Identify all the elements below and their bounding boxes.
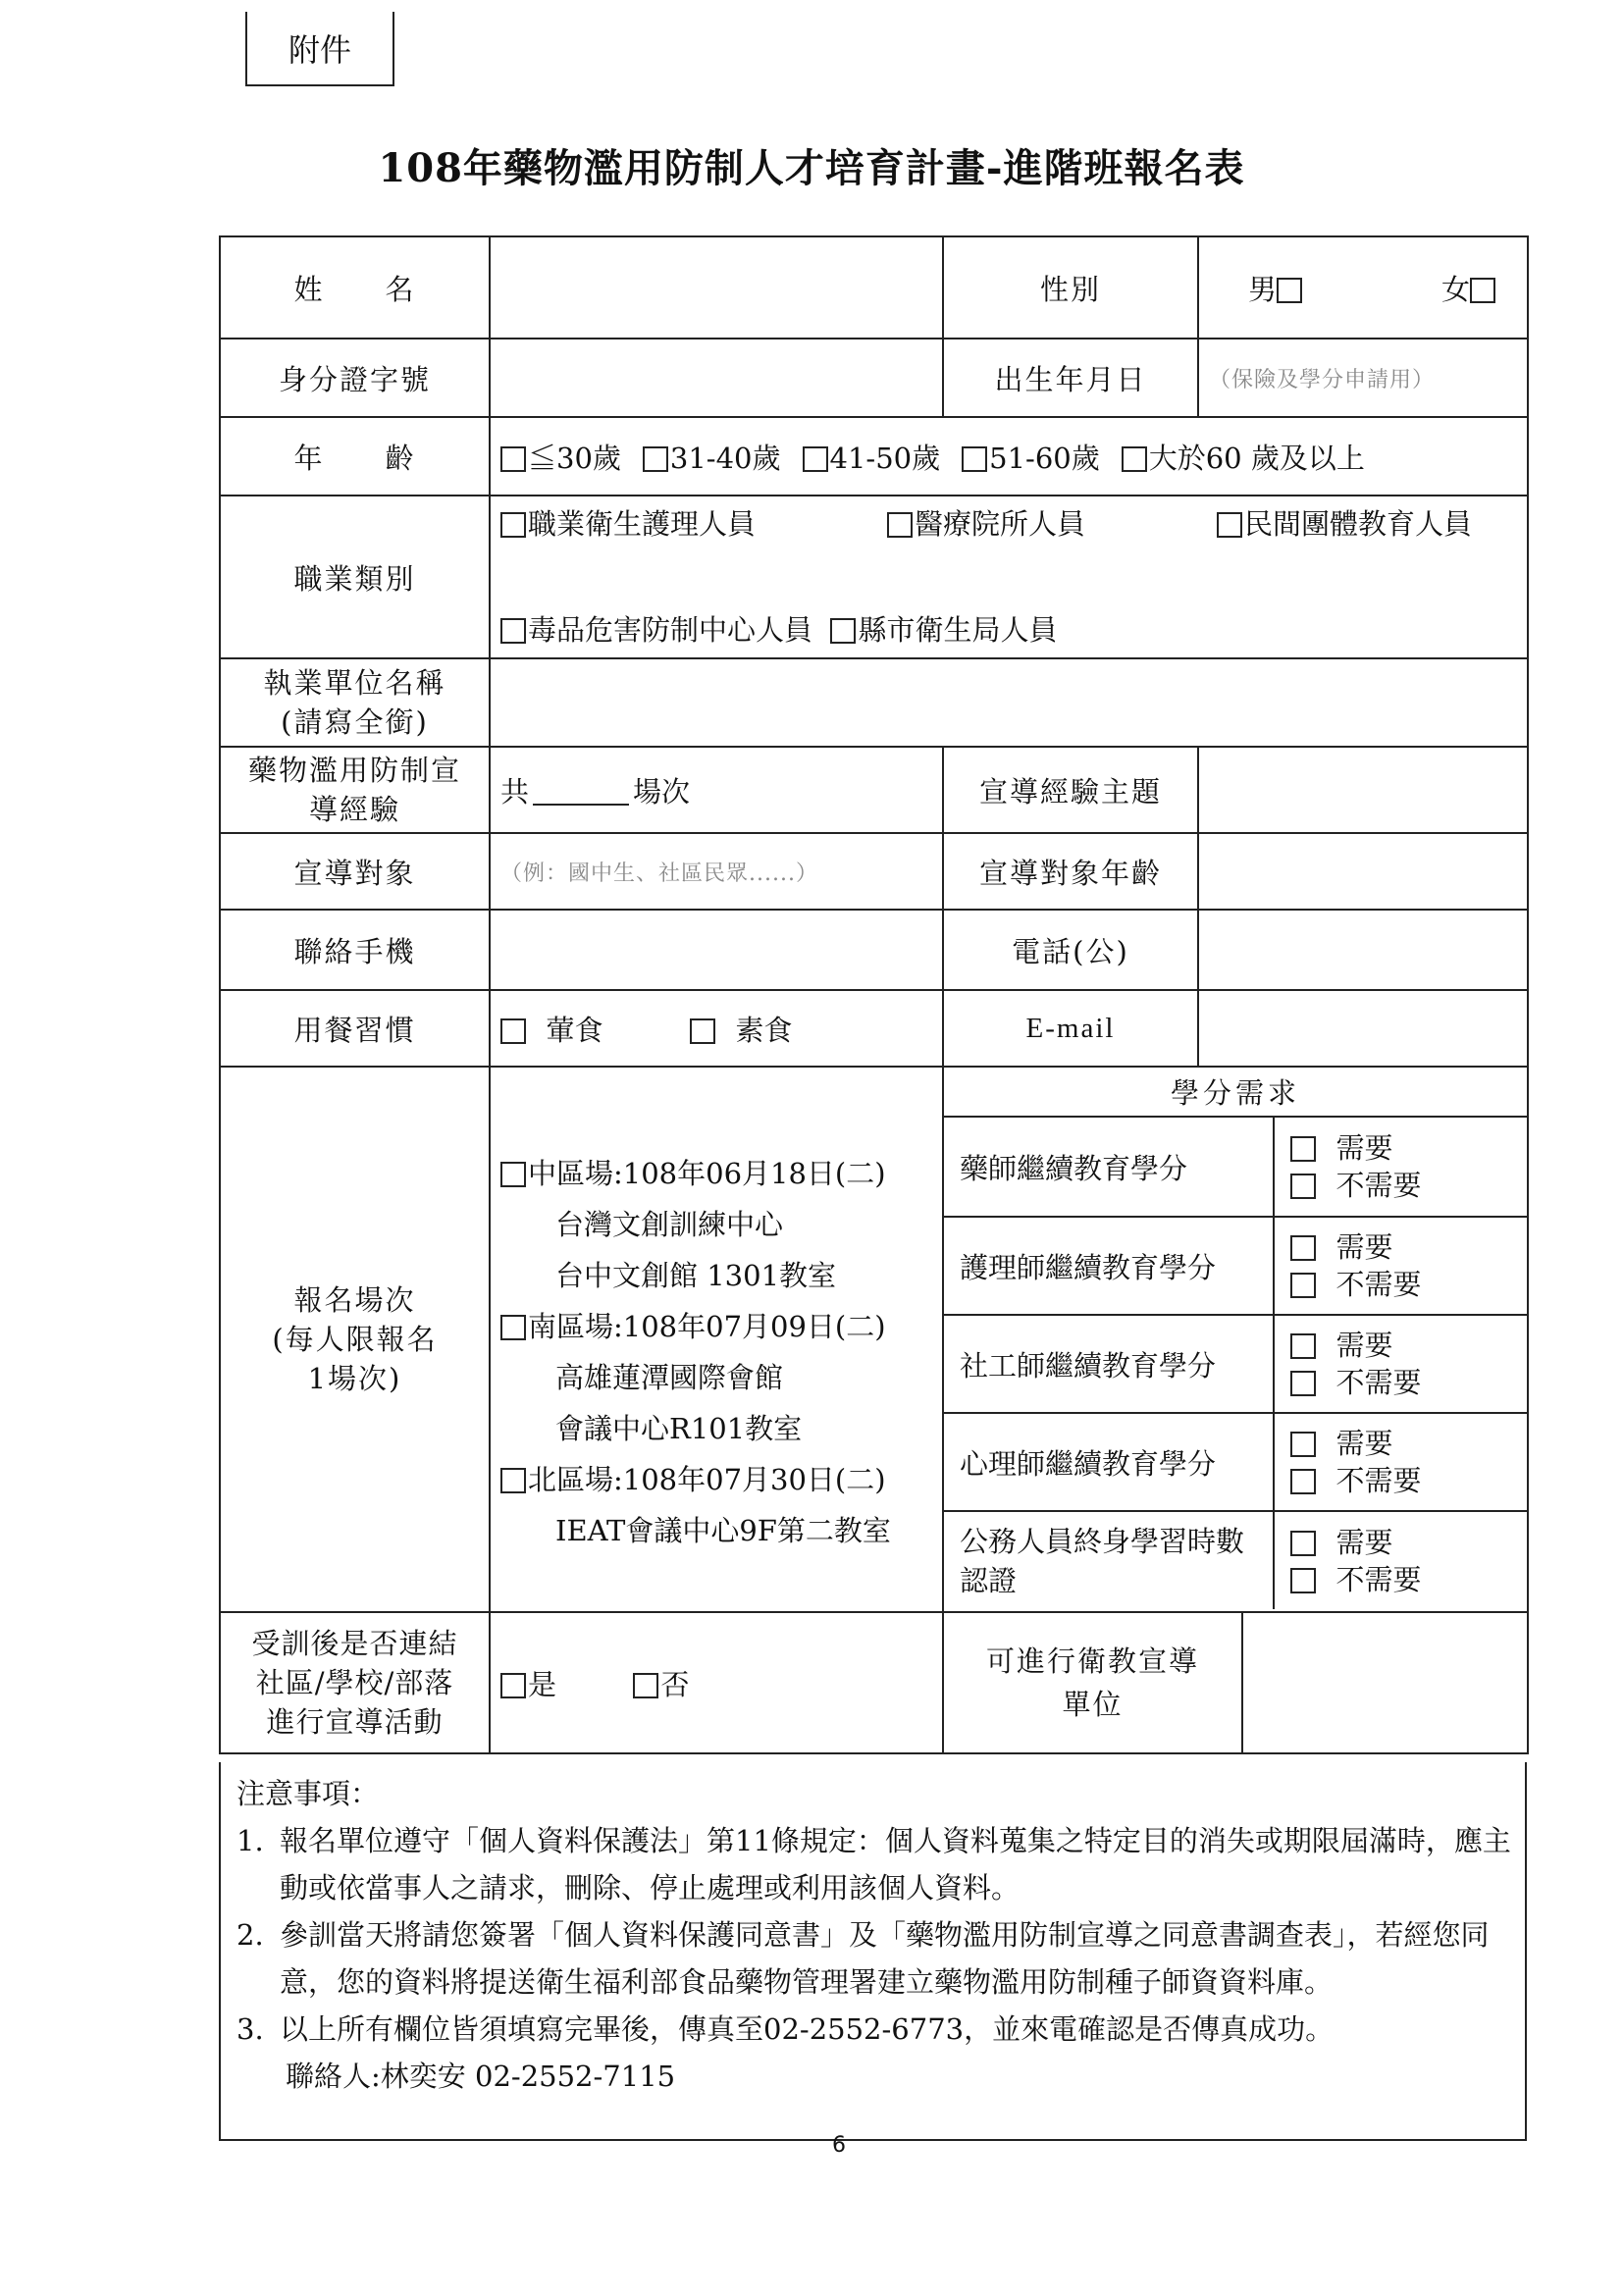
link-label [220, 1612, 490, 1753]
occupation-option: 毒品危害防制中心人員 [528, 613, 813, 647]
credit-table [944, 1068, 1527, 1609]
no-need-label: 不需要 [1335, 1268, 1422, 1301]
occupation-checkbox[interactable] [1217, 512, 1242, 538]
experience-label-l2: 導經驗 [308, 793, 400, 826]
meal-veg-checkbox[interactable] [690, 1018, 715, 1044]
yes-checkbox[interactable] [500, 1673, 526, 1698]
occupation-option: 縣市衛生局人員 [858, 613, 1058, 647]
credit-type: 心理師繼續教育學分 [944, 1413, 1274, 1511]
female-checkbox[interactable] [1470, 278, 1495, 303]
occupation-checkbox[interactable] [500, 512, 526, 538]
link-options [490, 1612, 943, 1753]
target-label: 宣導對象 [220, 833, 490, 910]
no-need-label: 不需要 [1335, 1366, 1422, 1399]
credit-type: 公務人員終身學習時數認證 [944, 1511, 1274, 1609]
age-options [490, 417, 1528, 496]
occupation-label: 職業類別 [220, 496, 490, 658]
exp-suffix: 場次 [633, 774, 691, 809]
phone-label: 電話(公) [943, 910, 1198, 990]
session-options [490, 1067, 943, 1612]
session-location: IEAT會議中心9F第二教室 [555, 1514, 891, 1547]
occupation-checkbox[interactable] [830, 618, 856, 644]
age-option: 41-50歲 [829, 441, 941, 475]
credit-section [943, 1067, 1528, 1612]
age-checkbox[interactable] [962, 446, 987, 472]
session-label-l1: 報名場次 [293, 1283, 416, 1317]
exp-count-field[interactable] [533, 778, 629, 806]
note-number: 2. [236, 1918, 264, 1952]
link-label-l2: 社區/學校/部落 [255, 1666, 454, 1699]
age-option: 51-60歲 [989, 441, 1100, 475]
session-location: 台中文創館 1301教室 [555, 1259, 837, 1292]
experience-label-l1: 藥物濫用防制宣 [247, 754, 461, 787]
email-field[interactable] [1198, 990, 1528, 1067]
need-checkbox[interactable] [1290, 1136, 1316, 1162]
credit-choice [1274, 1413, 1527, 1511]
unit-label-l1: 可進行衛教宣導 [985, 1644, 1199, 1678]
session-title: 中區場:108年06月18日(二) [528, 1157, 886, 1190]
meal-options [490, 990, 943, 1067]
name-field[interactable] [490, 236, 943, 339]
occupation-checkbox[interactable] [887, 512, 913, 538]
credit-type: 護理師繼續教育學分 [944, 1217, 1274, 1315]
age-option: 大於60 歲及以上 [1148, 441, 1365, 475]
name-label: 姓 名 [220, 236, 490, 339]
email-label: E-mail [943, 990, 1198, 1067]
need-checkbox[interactable] [1290, 1235, 1316, 1261]
no-need-checkbox[interactable] [1290, 1273, 1316, 1298]
note-text: 報名單位遵守「個人資料保護法」第11條規定：個人資料蒐集之特定目的消失或期限屆滿時，應主動或依當事人之請求，刪除、停止處理或利用該個人資料。 [280, 1824, 1511, 1905]
mobile-label: 聯絡手機 [220, 910, 490, 990]
meal-meat-label: 葷食 [546, 1013, 603, 1047]
note-number: 3. [236, 2012, 264, 2046]
age-checkbox[interactable] [1122, 446, 1147, 472]
age-option: ≦30歲 [528, 441, 621, 475]
credit-type: 社工師繼續教育學分 [944, 1315, 1274, 1413]
session-label-l3: 1場次) [307, 1362, 402, 1395]
birth-field[interactable]: （保險及學分申請用） [1198, 339, 1528, 417]
age-label: 年 齡 [220, 417, 490, 496]
session-label [220, 1067, 490, 1612]
need-checkbox[interactable] [1290, 1531, 1316, 1556]
age-checkbox[interactable] [803, 446, 828, 472]
gender-label: 性別 [943, 236, 1198, 339]
session-title: 南區場:108年07月09日(二) [528, 1310, 886, 1343]
session-location: 高雄蓮潭國際會館 [555, 1361, 784, 1394]
credit-header: 學分需求 [944, 1068, 1527, 1117]
session-checkbox[interactable] [500, 1315, 526, 1340]
no-need-checkbox[interactable] [1290, 1568, 1316, 1593]
credit-type: 藥師繼續教育學分 [944, 1117, 1274, 1217]
no-checkbox[interactable] [633, 1673, 658, 1698]
id-label: 身分證字號 [220, 339, 490, 417]
unit-label-l2: 單位 [1062, 1688, 1124, 1721]
no-need-checkbox[interactable] [1290, 1371, 1316, 1396]
gender-options [1198, 236, 1528, 339]
session-label-l2: (每人限報名 [272, 1323, 438, 1356]
need-label: 需要 [1335, 1329, 1393, 1362]
birth-label: 出生年月日 [943, 339, 1198, 417]
workplace-label [220, 658, 490, 747]
occupation-checkbox[interactable] [500, 618, 526, 644]
contact-info: 聯絡人:林奕安 02-2552-7115 [286, 2060, 676, 2093]
note-item [236, 1817, 1511, 1911]
session-checkbox[interactable] [500, 1468, 526, 1493]
age-option: 31-40歲 [669, 441, 781, 475]
occupation-option: 職業衛生護理人員 [528, 507, 757, 541]
link-label-l3: 進行宣導活動 [266, 1705, 444, 1739]
male-checkbox[interactable] [1277, 278, 1302, 303]
page-number: 6 [832, 2133, 846, 2158]
meal-veg-label: 素食 [735, 1013, 793, 1047]
note-item [236, 2006, 1511, 2053]
notes-heading: 注意事項： [236, 1777, 380, 1810]
note-text: 以上所有欄位皆須填寫完畢後，傳真至02-2552-6773，並來電確認是否傳真成功。 [280, 2012, 1335, 2046]
note-item [236, 1911, 1511, 2006]
need-label: 需要 [1335, 1427, 1393, 1460]
credit-choice [1274, 1217, 1527, 1315]
need-label: 需要 [1335, 1230, 1393, 1264]
need-checkbox[interactable] [1290, 1333, 1316, 1359]
target-age-field[interactable] [1198, 833, 1528, 910]
mobile-field[interactable] [490, 910, 943, 990]
need-label: 需要 [1335, 1131, 1393, 1165]
session-location: 台灣文創訓練中心 [555, 1208, 784, 1241]
workplace-field[interactable] [490, 658, 1528, 747]
workplace-label-text: 執業單位名稱 [263, 666, 446, 700]
occupation-option: 醫療院所人員 [915, 507, 1086, 541]
form-title: 108年藥物濫用防制人才培育計畫-進階班報名表 [378, 145, 1245, 191]
attachment-label: 附件 [245, 12, 394, 86]
credit-choice [1274, 1117, 1527, 1217]
experience-label [220, 747, 490, 833]
meal-meat-checkbox[interactable] [500, 1018, 526, 1044]
need-label: 需要 [1335, 1525, 1393, 1559]
no-need-checkbox[interactable] [1290, 1174, 1316, 1199]
no-need-label: 不需要 [1335, 1169, 1422, 1202]
workplace-note: (請寫全銜) [281, 705, 429, 739]
experience-count [490, 747, 943, 833]
female-label: 女 [1440, 272, 1470, 306]
no-label: 否 [660, 1667, 690, 1701]
exp-topic-label: 宣導經驗主題 [943, 747, 1198, 833]
exp-topic-field[interactable] [1198, 747, 1528, 833]
no-need-label: 不需要 [1335, 1464, 1422, 1497]
exp-prefix: 共 [500, 774, 530, 809]
no-need-checkbox[interactable] [1290, 1469, 1316, 1494]
session-location: 會議中心R101教室 [555, 1412, 803, 1445]
unit-field[interactable] [1242, 1612, 1528, 1753]
note-text: 參訓當天將請您簽署「個人資料保護同意書」及「藥物濫用防制宣導之同意書調查表」，若經您同意，您的資料將提送衛生福利部食品藥物管理署建立藥物濫用防制種子師資資料庫。 [280, 1918, 1490, 1999]
occupation-options [490, 496, 1528, 658]
phone-field[interactable] [1198, 910, 1528, 990]
registration-form [219, 235, 1529, 1754]
id-field[interactable] [490, 339, 943, 417]
male-label: 男 [1248, 272, 1278, 306]
occupation-option: 民間團體教育人員 [1244, 507, 1473, 541]
session-title: 北區場:108年07月30日(二) [528, 1463, 886, 1496]
age-checkbox[interactable] [500, 446, 526, 472]
credit-choice [1274, 1315, 1527, 1413]
unit-label [943, 1612, 1242, 1753]
session-checkbox[interactable] [500, 1162, 526, 1187]
age-checkbox[interactable] [643, 446, 668, 472]
yes-label: 是 [528, 1667, 557, 1701]
note-number: 1. [236, 1824, 264, 1857]
need-checkbox[interactable] [1290, 1432, 1316, 1457]
link-label-l1: 受訓後是否連結 [251, 1627, 458, 1660]
meal-label: 用餐習慣 [220, 990, 490, 1067]
no-need-label: 不需要 [1335, 1562, 1422, 1596]
target-age-label: 宣導對象年齡 [943, 833, 1198, 910]
credit-choice [1274, 1511, 1527, 1609]
target-field[interactable]: （例：國中生、社區民眾......） [490, 833, 943, 910]
notes-section [219, 1762, 1527, 2141]
